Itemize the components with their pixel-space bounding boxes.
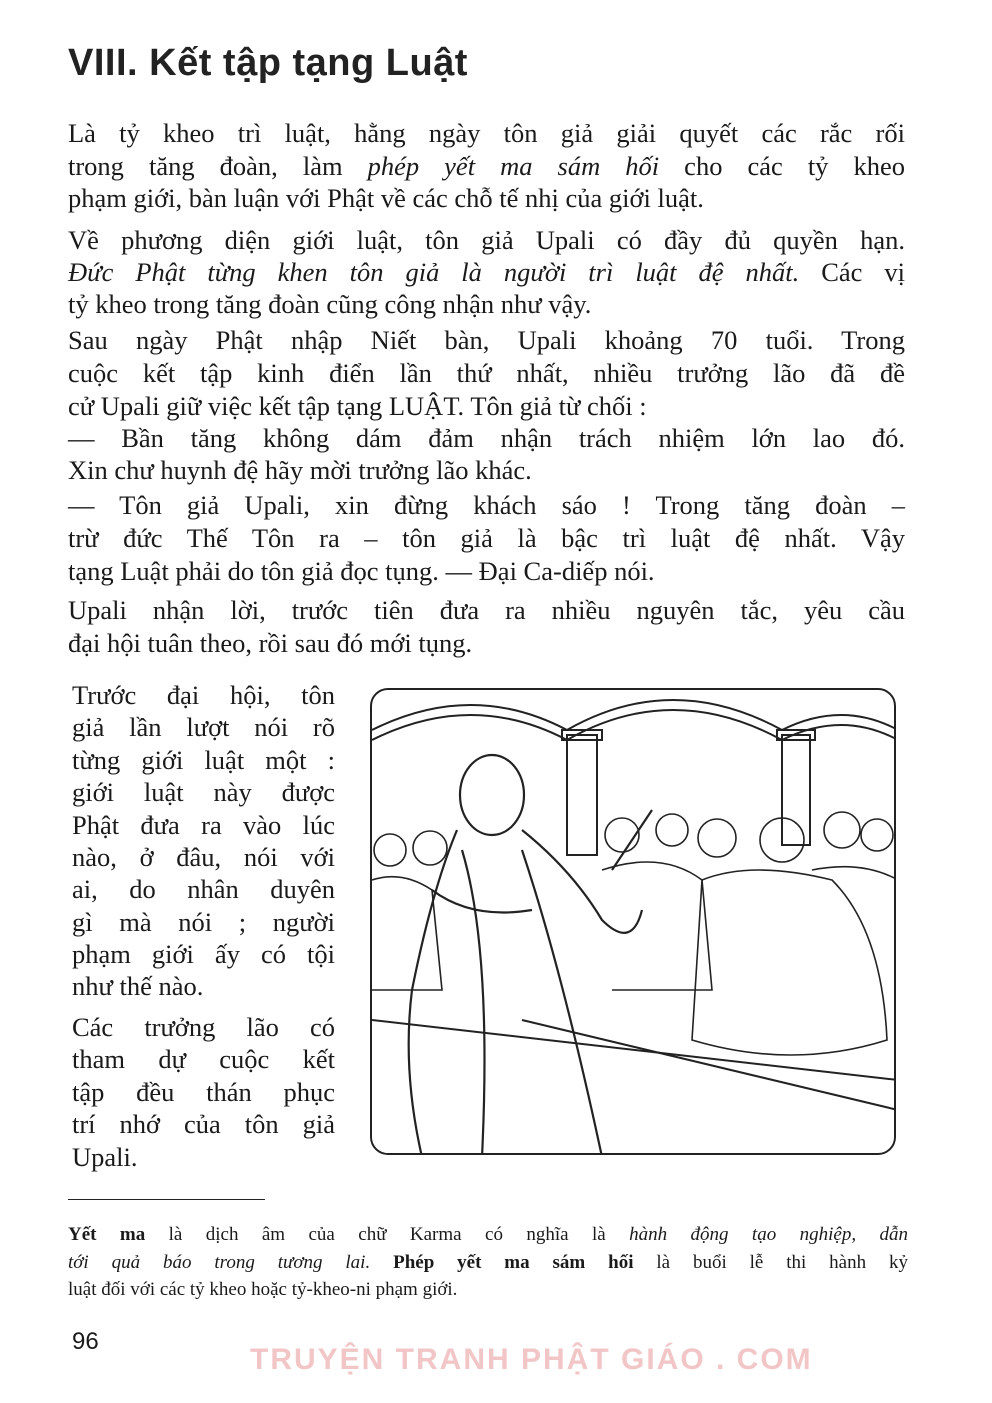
text-segment: Đức Phật từng khen tôn giả là người trì luật đệ nhất. (68, 257, 800, 287)
body-line (68, 182, 905, 215)
column-line (72, 809, 335, 842)
text-segment: cho các tỷ kheo (659, 151, 905, 181)
text-segment: Các trưởng lão có (72, 1012, 335, 1042)
body-line (68, 390, 905, 423)
body-line (68, 555, 905, 588)
column-line (72, 711, 335, 744)
text-segment: tới quả báo trong tương lai. (68, 1252, 371, 1273)
text-segment: đại hội tuân theo, rồi sau đó mới tụng. (68, 628, 473, 658)
text-segment: Là tỷ kheo trì luật, hằng ngày tôn giả giải quyết các rắc rối (68, 118, 905, 148)
column-line (72, 938, 335, 971)
text-segment: Các vị (799, 257, 905, 287)
column-line (72, 744, 335, 777)
column-line (72, 1076, 335, 1109)
text-segment: trừ đức Thế Tôn ra – tôn giả là bậc trì luật đệ nhất. Vậy (68, 523, 905, 553)
column-line (72, 1108, 335, 1141)
body-line (68, 117, 905, 150)
text-segment: trí nhớ của tôn giả (72, 1109, 335, 1139)
text-segment: tập đều thán phục (72, 1077, 335, 1107)
column-line (72, 776, 335, 809)
watermark: TRUYỆN TRANH PHẬT GIÁO . COM (250, 1343, 813, 1376)
body-line (68, 594, 905, 627)
text-segment: Xin chư huynh đệ hãy mời trưởng lão khác. (68, 455, 532, 485)
text-segment: Yết ma (68, 1224, 146, 1245)
text-segment: là buổi lễ thi hành kỷ (633, 1252, 909, 1273)
text-segment: Phật đưa ra vào lúc (72, 810, 335, 840)
text-segment: giả lần lượt nói rõ (72, 712, 335, 742)
text-segment: Phép yết ma sám hối (393, 1252, 634, 1273)
text-segment: Về phương diện giới luật, tôn giả Upali có đầy đủ quyền hạn. (68, 225, 905, 255)
body-line (68, 489, 905, 522)
text-segment: Upali. (72, 1142, 138, 1172)
footnote-line (68, 1249, 908, 1277)
body-line (68, 357, 905, 390)
column-line (72, 1141, 335, 1174)
body-line (68, 288, 905, 321)
column-line (72, 906, 335, 939)
column-line (72, 970, 335, 1003)
footnote-divider (68, 1199, 265, 1200)
body-line (68, 627, 905, 660)
footnote-line (68, 1276, 908, 1304)
text-segment: nào, ở đâu, nói với (72, 842, 335, 872)
column-line (72, 841, 335, 874)
text-segment: là dịch âm của chữ Karma có nghĩa là (145, 1224, 630, 1245)
body-line (68, 256, 905, 289)
page-number: 96 (72, 1328, 99, 1355)
text-segment (370, 1252, 393, 1273)
text-segment: phạm giới ấy có tội (72, 939, 335, 969)
text-segment: tạng Luật phải do tôn giả đọc tụng. — Đại Ca-diếp nói. (68, 556, 655, 586)
text-segment: hành động tạo nghiệp, dẫn (629, 1224, 908, 1245)
text-segment: phép yết ma sám hối (367, 151, 660, 181)
text-segment: gì mà nói ; người (72, 907, 335, 937)
column-line (72, 1011, 335, 1044)
text-segment: luật đối với các tỷ kheo hoặc tỷ-kheo-ni phạm giới. (68, 1279, 458, 1300)
text-segment: Sau ngày Phật nhập Niết bàn, Upali khoảng 70 tuổi. Trong (68, 325, 905, 355)
text-segment: Upali nhận lời, trước tiên đưa ra nhiều nguyên tắc, yêu cầu (68, 595, 905, 625)
text-segment: phạm giới, bàn luận với Phật về các chỗ tế nhị của giới luật. (68, 183, 704, 213)
column-line (72, 1043, 335, 1076)
text-segment: như thế nào. (72, 971, 204, 1001)
body-line (68, 224, 905, 257)
text-segment: cuộc kết tập kinh điển lần thứ nhất, nhiều trưởng lão đã đề (68, 358, 905, 388)
footnote-line (68, 1221, 908, 1249)
text-segment: cử Upali giữ việc kết tập tạng LUẬT. Tôn giả từ chối : (68, 391, 647, 421)
text-segment: tham dự cuộc kết (72, 1044, 335, 1074)
illustration-monks-assembly (370, 688, 896, 1155)
text-segment: từng giới luật một : (72, 745, 335, 775)
chapter-title: VIII. Kết tập tạng Luật (68, 42, 468, 84)
body-line (68, 522, 905, 555)
body-line (68, 454, 905, 487)
text-segment: tỷ kheo trong tăng đoàn cũng công nhận như vậy. (68, 289, 592, 319)
body-line (68, 150, 905, 183)
text-segment: — Bần tăng không dám đảm nhận trách nhiệm lớn lao đó. (68, 423, 905, 453)
column-line (72, 873, 335, 906)
text-segment: Trước đại hội, tôn (72, 680, 335, 710)
text-segment: giới luật này được (72, 777, 335, 807)
text-segment: trong tăng đoàn, làm (68, 151, 368, 181)
column-line (72, 679, 335, 712)
body-line (68, 324, 905, 357)
text-segment: — Tôn giả Upali, xin đừng khách sáo ! Trong tăng đoàn – (68, 490, 905, 520)
body-line (68, 422, 905, 455)
text-segment: ai, do nhân duyên (72, 874, 335, 904)
